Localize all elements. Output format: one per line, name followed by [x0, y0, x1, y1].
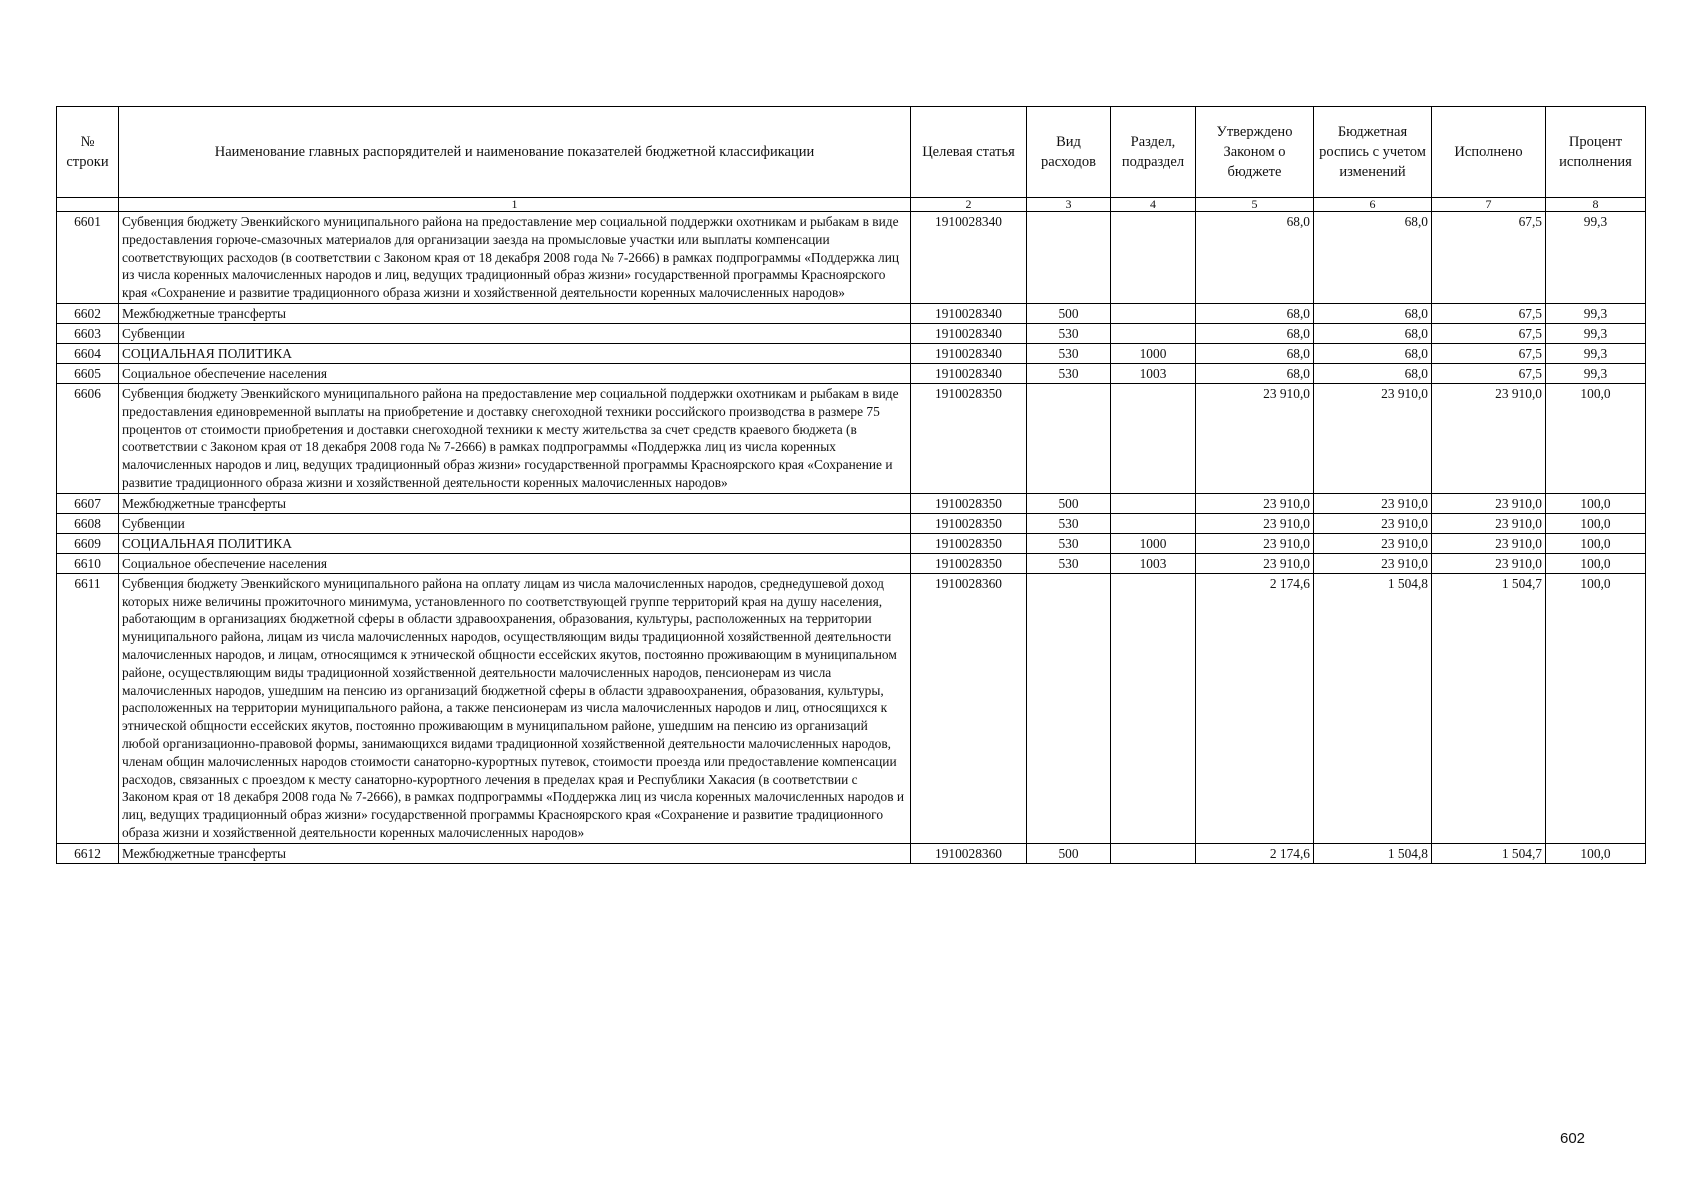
- row-description: СОЦИАЛЬНАЯ ПОЛИТИКА: [119, 533, 911, 553]
- approved-amount: 2 174,6: [1196, 843, 1314, 863]
- executed-amount: 67,5: [1432, 323, 1546, 343]
- target-article: 1910028350: [911, 493, 1027, 513]
- row-description: Межбюджетные трансферты: [119, 843, 911, 863]
- approved-amount: 68,0: [1196, 343, 1314, 363]
- executed-amount: 1 504,7: [1432, 573, 1546, 843]
- column-number: 5: [1196, 198, 1314, 212]
- executed-amount: 23 910,0: [1432, 493, 1546, 513]
- row-description: Субвенция бюджету Эвенкийского муниципального района на предоставление мер социальной поддержки охотникам и рыбакам в виде предоставления единовременной выплаты на приобретение и доставку снегоходной техники российского производства в размере 75 процентов от стоимости приобретения и доставки снегоходной техники к месту жительства за счет средств краевого бюджета (в соответствии с Законом края от 18 декабря 2008 года № 7-2666) в рамках подпрограммы «Поддержка лиц из числа коренных малочисленных народов и лиц, ведущих традиционный образ жизни» государственной программы Красноярского края «Сохранение и развитие традиционного образа жизни и хозяйственной деятельности коренных малочисленных народов»: [119, 383, 911, 493]
- expense-type: 530: [1027, 513, 1111, 533]
- table-row: [57, 343, 1646, 363]
- target-article: 1910028340: [911, 363, 1027, 383]
- execution-percent: 100,0: [1546, 573, 1646, 843]
- execution-percent: 100,0: [1546, 553, 1646, 573]
- target-article: 1910028360: [911, 573, 1027, 843]
- revised-amount: 23 910,0: [1314, 553, 1432, 573]
- row-number: 6601: [57, 212, 119, 304]
- expense-type: [1027, 573, 1111, 843]
- table-row: [57, 843, 1646, 863]
- execution-percent: 99,3: [1546, 323, 1646, 343]
- approved-amount: 2 174,6: [1196, 573, 1314, 843]
- revised-amount: 23 910,0: [1314, 383, 1432, 493]
- header-row-no: № строки: [57, 107, 119, 198]
- expense-type: [1027, 383, 1111, 493]
- row-description: Социальное обеспечение населения: [119, 363, 911, 383]
- row-description: СОЦИАЛЬНАЯ ПОЛИТИКА: [119, 343, 911, 363]
- table-row: [57, 212, 1646, 304]
- section-code: [1111, 493, 1196, 513]
- table-row: [57, 383, 1646, 493]
- row-number: 6606: [57, 383, 119, 493]
- execution-percent: 99,3: [1546, 212, 1646, 304]
- table-row: [57, 553, 1646, 573]
- executed-amount: 23 910,0: [1432, 383, 1546, 493]
- target-article: 1910028340: [911, 323, 1027, 343]
- column-number: 7: [1432, 198, 1546, 212]
- execution-percent: 100,0: [1546, 493, 1646, 513]
- section-code: 1003: [1111, 553, 1196, 573]
- row-number: 6604: [57, 343, 119, 363]
- revised-amount: 68,0: [1314, 363, 1432, 383]
- target-article: 1910028340: [911, 343, 1027, 363]
- header-revised: Бюджетная роспись с учетом изменений: [1314, 107, 1432, 198]
- revised-amount: 68,0: [1314, 323, 1432, 343]
- section-code: [1111, 843, 1196, 863]
- row-description: Субвенция бюджету Эвенкийского муниципального района на предоставление мер социальной поддержки охотникам и рыбакам в виде предоставления горюче-смазочных материалов для организации заезда на промысловые участки или выплаты компенсации соответствующих расходов (в соответствии с Законом края от 18 декабря 2008 года № 7-2666) в рамках подпрограммы «Поддержка лиц из числа коренных малочисленных народов и лиц, ведущих традиционный образ жизни» государственной программы Красноярского края «Сохранение и развитие традиционного образа жизни и хозяйственной деятельности коренных малочисленных народов»: [119, 212, 911, 304]
- column-number: 6: [1314, 198, 1432, 212]
- expense-type: 500: [1027, 493, 1111, 513]
- row-description: Субвенции: [119, 323, 911, 343]
- row-description: Социальное обеспечение населения: [119, 553, 911, 573]
- budget-table: [56, 106, 1646, 864]
- approved-amount: 23 910,0: [1196, 513, 1314, 533]
- section-code: [1111, 513, 1196, 533]
- section-code: [1111, 323, 1196, 343]
- row-number: 6607: [57, 493, 119, 513]
- target-article: 1910028340: [911, 212, 1027, 304]
- execution-percent: 100,0: [1546, 843, 1646, 863]
- executed-amount: 67,5: [1432, 212, 1546, 304]
- revised-amount: 68,0: [1314, 212, 1432, 304]
- header-executed: Исполнено: [1432, 107, 1546, 198]
- table-header-row: [57, 107, 1646, 198]
- target-article: 1910028350: [911, 533, 1027, 553]
- row-number: 6602: [57, 303, 119, 323]
- section-code: 1003: [1111, 363, 1196, 383]
- table-row: [57, 573, 1646, 843]
- target-article: 1910028340: [911, 303, 1027, 323]
- column-number-row: [57, 198, 1646, 212]
- section-code: 1000: [1111, 533, 1196, 553]
- target-article: 1910028360: [911, 843, 1027, 863]
- approved-amount: 68,0: [1196, 303, 1314, 323]
- table-row: [57, 363, 1646, 383]
- header-section: Раздел, подраздел: [1111, 107, 1196, 198]
- execution-percent: 100,0: [1546, 533, 1646, 553]
- table-row: [57, 533, 1646, 553]
- revised-amount: 68,0: [1314, 303, 1432, 323]
- column-number: 3: [1027, 198, 1111, 212]
- row-number: 6612: [57, 843, 119, 863]
- section-code: [1111, 212, 1196, 304]
- revised-amount: 23 910,0: [1314, 493, 1432, 513]
- column-number: [57, 198, 119, 212]
- execution-percent: 100,0: [1546, 383, 1646, 493]
- table-row: [57, 323, 1646, 343]
- approved-amount: 23 910,0: [1196, 553, 1314, 573]
- section-code: [1111, 303, 1196, 323]
- column-number: 4: [1111, 198, 1196, 212]
- section-code: [1111, 383, 1196, 493]
- page-number: 602: [1560, 1130, 1586, 1147]
- expense-type: 530: [1027, 323, 1111, 343]
- executed-amount: 67,5: [1432, 303, 1546, 323]
- expense-type: 500: [1027, 303, 1111, 323]
- expense-type: 530: [1027, 553, 1111, 573]
- row-number: 6605: [57, 363, 119, 383]
- header-name: Наименование главных распорядителей и наименование показателей бюджетной классификации: [119, 107, 911, 198]
- target-article: 1910028350: [911, 513, 1027, 533]
- header-percent: Процент исполнения: [1546, 107, 1646, 198]
- revised-amount: 68,0: [1314, 343, 1432, 363]
- revised-amount: 23 910,0: [1314, 513, 1432, 533]
- execution-percent: 99,3: [1546, 303, 1646, 323]
- expense-type: 500: [1027, 843, 1111, 863]
- row-description: Субвенция бюджету Эвенкийского муниципального района на оплату лицам из числа малочисленных народов, среднедушевой доход которых ниже величины прожиточного минимума, установленного по соответствующей группе территорий края на душу населения, работающим в организациях бюджетной сферы в области здравоохранения, образования, культуры, расположенных на территории муниципального района, лицам из числа малочисленных народов, осуществляющим виды традиционной хозяйственной деятельности малочисленных народов, и лицам, относящимся к этнической общности ессейских якутов, постоянно проживающим в муниципальном районе, осуществляющим виды традиционной хозяйственной деятельности малочисленных народов, пенсионерам из числа малочисленных народов, ушедшим на пенсию из организаций бюджетной сферы в области здравоохранения, образования, культуры, расположенных на территории муниципального района, а также пенсионерам из числа малочисленных народов и лиц, относящихся к этнической общности ессейских якутов, постоянно проживающим в муниципальном районе, ушедшим на пенсию из организаций любой организационно-правовой формы, занимающихся видами традиционной хозяйственной деятельности малочисленных народов, членам общин малочисленных народов стоимости санаторно-курортных путевок, стоимости проезда или предоставление компенсации расходов, связанных с проездом к месту санаторно-курортного лечения в пределах края и Республики Хакасия (в соответствии с Законом края от 18 декабря 2008 года № 7-2666), в рамках подпрограммы «Поддержка лиц из числа коренных малочисленных народов и лиц, ведущих традиционный образ жизни» государственной программы Красноярского края «Сохранение и развитие традиционного образа жизни и хозяйственной деятельности коренных малочисленных народов»: [119, 573, 911, 843]
- execution-percent: 99,3: [1546, 363, 1646, 383]
- approved-amount: 23 910,0: [1196, 493, 1314, 513]
- approved-amount: 68,0: [1196, 323, 1314, 343]
- row-number: 6603: [57, 323, 119, 343]
- expense-type: 530: [1027, 533, 1111, 553]
- section-code: 1000: [1111, 343, 1196, 363]
- target-article: 1910028350: [911, 383, 1027, 493]
- row-number: 6609: [57, 533, 119, 553]
- table-body: [57, 212, 1646, 864]
- approved-amount: 68,0: [1196, 212, 1314, 304]
- table-row: [57, 513, 1646, 533]
- expense-type: 530: [1027, 363, 1111, 383]
- executed-amount: 67,5: [1432, 363, 1546, 383]
- revised-amount: 1 504,8: [1314, 843, 1432, 863]
- approved-amount: 23 910,0: [1196, 383, 1314, 493]
- target-article: 1910028350: [911, 553, 1027, 573]
- header-expense-type: Вид расходов: [1027, 107, 1111, 198]
- executed-amount: 1 504,7: [1432, 843, 1546, 863]
- revised-amount: 23 910,0: [1314, 533, 1432, 553]
- column-number: 8: [1546, 198, 1646, 212]
- row-description: Межбюджетные трансферты: [119, 303, 911, 323]
- expense-type: [1027, 212, 1111, 304]
- row-description: Межбюджетные трансферты: [119, 493, 911, 513]
- executed-amount: 23 910,0: [1432, 513, 1546, 533]
- executed-amount: 23 910,0: [1432, 553, 1546, 573]
- row-description: Субвенции: [119, 513, 911, 533]
- executed-amount: 23 910,0: [1432, 533, 1546, 553]
- column-number: 1: [119, 198, 911, 212]
- section-code: [1111, 573, 1196, 843]
- execution-percent: 100,0: [1546, 513, 1646, 533]
- row-number: 6611: [57, 573, 119, 843]
- approved-amount: 23 910,0: [1196, 533, 1314, 553]
- header-approved: Утверждено Законом о бюджете: [1196, 107, 1314, 198]
- execution-percent: 99,3: [1546, 343, 1646, 363]
- row-number: 6608: [57, 513, 119, 533]
- expense-type: 530: [1027, 343, 1111, 363]
- approved-amount: 68,0: [1196, 363, 1314, 383]
- table-row: [57, 493, 1646, 513]
- executed-amount: 67,5: [1432, 343, 1546, 363]
- column-number: 2: [911, 198, 1027, 212]
- revised-amount: 1 504,8: [1314, 573, 1432, 843]
- row-number: 6610: [57, 553, 119, 573]
- header-target: Целевая статья: [911, 107, 1027, 198]
- table-row: [57, 303, 1646, 323]
